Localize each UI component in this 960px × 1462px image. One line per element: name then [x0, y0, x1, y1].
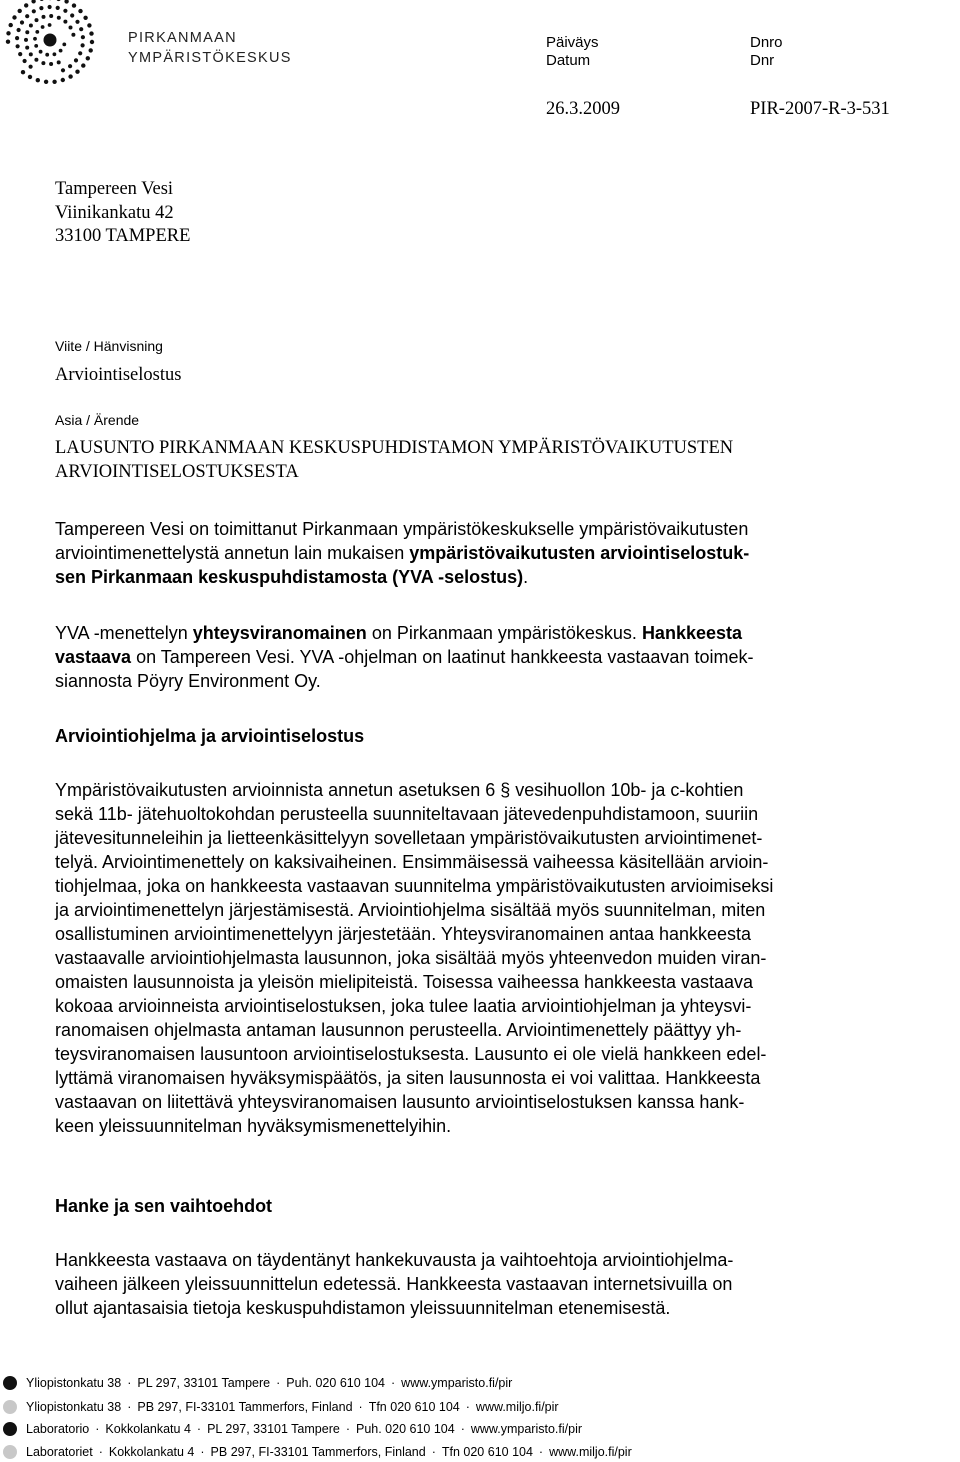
date-value: 26.3.2009: [546, 99, 620, 119]
logo-dot: [57, 16, 61, 20]
logo-dot: [69, 26, 73, 30]
logo-dot: [75, 20, 79, 24]
dnro-label-sv: Dnr: [750, 52, 775, 69]
text-run: on Pirkanmaan ympäristökeskus.: [366, 623, 642, 643]
logo-dot: [81, 43, 85, 47]
logo-dot: [9, 23, 13, 27]
logo-dot: [61, 68, 65, 72]
dnro-label-fi: Dnro: [750, 34, 783, 51]
footer-row: [3, 1442, 632, 1462]
bullet-icon: [3, 1400, 17, 1414]
bullet-icon: [3, 1376, 17, 1390]
footer-text: www.ymparisto.fi/pir: [470, 1422, 583, 1436]
logo-dot: [20, 20, 24, 24]
logo-dot: [42, 15, 46, 19]
footer-row: [3, 1397, 559, 1417]
logo-text-line2: YMPÄRISTÖKESKUS: [128, 50, 292, 66]
logo-dot: [29, 52, 33, 56]
logo-dot: [23, 59, 27, 63]
logo-dot: [70, 13, 74, 17]
separator-dot: ·: [98, 1445, 103, 1459]
heading-arviointiohjelma: Arviointiohjelma ja arviointiselostus: [55, 726, 365, 746]
logo-dot: [75, 70, 79, 74]
logo-dot: [28, 75, 32, 79]
logo-dot: [41, 61, 45, 65]
footer-text: www.ymparisto.fi/pir: [401, 1376, 513, 1390]
paragraph-1: [55, 517, 960, 589]
logo-dot: [56, 6, 60, 10]
logo-dot: [74, 58, 78, 62]
separator-dot: ·: [391, 1376, 396, 1390]
logo-dot: [79, 27, 83, 31]
logo-dot: [63, 9, 67, 13]
separator-dot: ·: [276, 1376, 281, 1390]
separator-dot: ·: [127, 1376, 132, 1390]
bullet-icon: [3, 1422, 17, 1436]
logo-dot: [16, 44, 20, 48]
paragraph-3: [55, 778, 960, 1138]
logo-dot: [45, 53, 49, 57]
logo-dot: [17, 28, 21, 32]
logo-dot: [15, 36, 19, 40]
recipient-street: Viinikankatu 42: [55, 202, 174, 223]
date-label-sv: Datum: [546, 52, 591, 69]
logo-dot: [18, 9, 22, 13]
text-run: Hankkeesta vastaava on täydentänyt hankekuvausta ja vaihtoehtoja arviointiohjelma- vaiheen jälkeen yleissuunnittelun edetessä. Hankkeesta vastaavan internetsivuilla on ollut ajantasaisia tietoja keskuspuhdistamon yleissuunnitelman etenemisestä.: [55, 1250, 734, 1318]
logo-dot: [61, 78, 65, 82]
separator-dot: ·: [345, 1422, 350, 1436]
logo-dot: [83, 16, 87, 20]
text-run: Hankkeesta vastaava: [55, 623, 743, 667]
footer-text: Puh. 020 610 104: [356, 1422, 455, 1436]
logo-dot: [57, 60, 61, 64]
subject-line1: LAUSUNTO PIRKANMAAN KESKUSPUHDISTAMON YMPÄRISTÖVAIKUTUSTEN: [55, 438, 734, 458]
logo-dot: [72, 3, 76, 7]
text-run: Tampereen Vesi on toimittanut Pirkanmaan ympäristökeskukselle ympäristövaikutusten arviointimenettelystä annetun lain mukaisen: [55, 519, 749, 563]
text-run: YVA -menettelyn: [55, 623, 193, 643]
bullet-icon: [3, 1445, 17, 1459]
logo-dot: [64, 0, 68, 4]
logo-dot: [25, 30, 29, 34]
recipient-city: 33100 TAMPERE: [55, 226, 191, 246]
footer-row: [3, 1419, 582, 1439]
logo-dot: [6, 40, 10, 44]
logo-dot: [29, 24, 33, 28]
logo-dot: [34, 58, 38, 62]
heading-hanke: Hanke ja sen vaihtoehdot: [55, 1196, 273, 1216]
logo-dot: [31, 0, 35, 4]
separator-dot: ·: [95, 1422, 100, 1436]
text-run: on Tampereen Vesi. YVA -ohjelman on laatinut hankkeesta vastaavan toimek- siannosta Pöyry Environment Oy.: [55, 647, 754, 691]
paragraph-4: [55, 1248, 960, 1320]
separator-dot: ·: [196, 1422, 202, 1436]
logo-dot: [34, 44, 38, 48]
logo-dot: [81, 35, 85, 39]
logo-dot: [86, 56, 90, 60]
logo-dot: [89, 31, 93, 35]
logo-dot: [44, 80, 48, 84]
logo-dot: [63, 20, 67, 24]
logo-dot: [53, 52, 57, 56]
footer-text: Tfn 020 610 104: [441, 1445, 533, 1459]
footer-text: PL 297, 33101 Tampere: [207, 1422, 340, 1436]
separator-dot: ·: [127, 1400, 132, 1414]
logo-dot: [56, 0, 60, 1]
footer-text: Puh. 020 610 104: [286, 1376, 385, 1390]
logo-dot: [81, 63, 85, 67]
logo-dot: [89, 48, 93, 52]
separator-dot: ·: [200, 1445, 205, 1459]
logo-text-line1: PIRKANMAAN: [128, 30, 237, 46]
footer-text: Kokkolankatu 4: [105, 1422, 191, 1436]
logo-dot: [39, 50, 43, 54]
paragraph-2: [55, 621, 960, 693]
footer-row: [3, 1373, 512, 1393]
logo-dot: [41, 25, 45, 29]
footer-text: Tfn 020 610 104: [368, 1400, 460, 1414]
footer-text: www.miljo.fi/pir: [549, 1445, 632, 1459]
logo-center-dot: [44, 34, 57, 47]
logo-dot: [6, 31, 10, 35]
logo-dot: [18, 52, 22, 56]
logo-dot: [68, 64, 72, 68]
logo-dot: [48, 5, 52, 9]
footer-text: PB 297, FI-33101 Tammerfors, Finland: [137, 1400, 353, 1414]
logo-dot: [25, 14, 29, 18]
logo-dot: [52, 80, 56, 84]
logo-dot: [12, 15, 16, 19]
reference-label: Viite / Hänvisning: [55, 338, 163, 354]
footer-text: PL 297, 33101 Tampere: [137, 1376, 271, 1390]
logo-dot: [29, 65, 33, 69]
logo-dot: [32, 9, 36, 13]
logo-dot: [90, 40, 94, 44]
footer-text: Laboratoriet: [26, 1445, 93, 1459]
separator-dot: ·: [538, 1445, 544, 1459]
date-label-fi: Päiväys: [546, 34, 599, 51]
logo-dot: [78, 9, 82, 13]
logo-dot: [78, 51, 82, 55]
text-run: Ympäristövaikutusten arvioinnista annetun asetuksen 6 § vesihuollon 10b- ja c-kohtien sekä 11b- jätehuoltokohdan perusteella suunniteltavaan jätevedenpuhdistamoon, suuriin jätevesitunneleihin ja lietteenkäsittelyyn sovelletaan ympäristövaikutusten arviointimenet- telyä. Arviointimenettely on kaksivaiheinen. Ensimmäisessä vaiheessa käsitellään arvioin- tiohjelmaa, joka on hankkeesta vastaavan suunnitelma ympäristövaikutusten arvioimiseksi ja arviointimenettelyn järjestämisestä. Arviointiohjelma sisältää myös suunnitelman, miten osallistuminen arviointimenettelyyn järjestetään. Yhteysviranomainen antaa hankkeesta vastaavalle arviointiohjelmasta lausunnon, joka sisältää myös yhteenvedon muiden viran- omaisten lausunnoista ja yleisön mielipiteistä. Toisessa vaiheessa hankkeesta vastaava kokoaa arvioinneista arviointiselostuksen, joka tulee laatia arviointiohjelman ja yhteysvi- ranomaisen ohjelmasta antaman lausunnon perusteella. Arviointimenettely päättyy yh- teysviranomaisen lausuntoon arviointiselostuksesta. Lausunto ei ole vielä hankkeen edel- lyttämä viranomaisen hyväksymispäätös, ja siten lausunnosta ei voi valittaa. Hankkeesta vastaavan on liitettävä yhteysviranomaisen lausunto arviointiselostuksen kanssa hank- keen yleissuunnitelman hyväksymismenettelyihin.: [55, 780, 774, 1136]
logo-dot: [59, 49, 63, 53]
logo-dot: [24, 38, 28, 42]
recipient-address: [55, 178, 190, 249]
footer-text: PB 297, FI-33101 Tammerfors, Finland: [210, 1445, 426, 1459]
footer-text: Yliopistonkatu 38: [26, 1376, 122, 1390]
subject-label: Asia / Ärende: [55, 412, 140, 428]
logo-dot: [87, 23, 91, 27]
logo-dot: [21, 70, 25, 74]
text-run: yhteysviranomainen: [192, 623, 367, 643]
logo-dot: [35, 30, 39, 34]
logo-dot: [25, 46, 29, 50]
footer-text: Laboratorio: [26, 1422, 90, 1436]
footer-text: www.miljo.fi/pir: [475, 1400, 559, 1414]
logo-dot: [40, 0, 44, 1]
separator-dot: ·: [460, 1422, 465, 1436]
logo-dot: [49, 14, 53, 18]
subject-line2: ARVIOINTISELOSTUKSESTA: [55, 462, 299, 482]
footer-text: Yliopistonkatu 38: [26, 1400, 122, 1414]
dnro-value: PIR-2007-R-3-531: [750, 99, 890, 119]
logo-dot: [48, 23, 52, 27]
logo-dot: [33, 37, 37, 41]
logo-dot: [49, 62, 53, 66]
logo-dot: [68, 74, 72, 78]
text-run: .: [523, 567, 529, 587]
footer-text: Kokkolankatu 4: [108, 1445, 195, 1459]
reference-value: Arviointiselostus: [55, 365, 182, 385]
separator-dot: ·: [358, 1400, 363, 1414]
logo-dot: [35, 18, 39, 22]
logo-dot: [71, 33, 75, 37]
separator-dot: ·: [431, 1445, 436, 1459]
separator-dot: ·: [465, 1400, 470, 1414]
logo-emblem: [0, 0, 120, 92]
recipient-name: Tampereen Vesi: [55, 179, 174, 199]
logo-dot: [62, 43, 66, 47]
text-run: ympäristövaikutusten arviointiselostuk- sen Pirkanmaan keskuspuhdistamosta (YVA -selostus): [55, 543, 750, 587]
logo-dot: [39, 6, 43, 10]
logo-dot: [36, 78, 40, 82]
logo-dot: [24, 3, 28, 7]
